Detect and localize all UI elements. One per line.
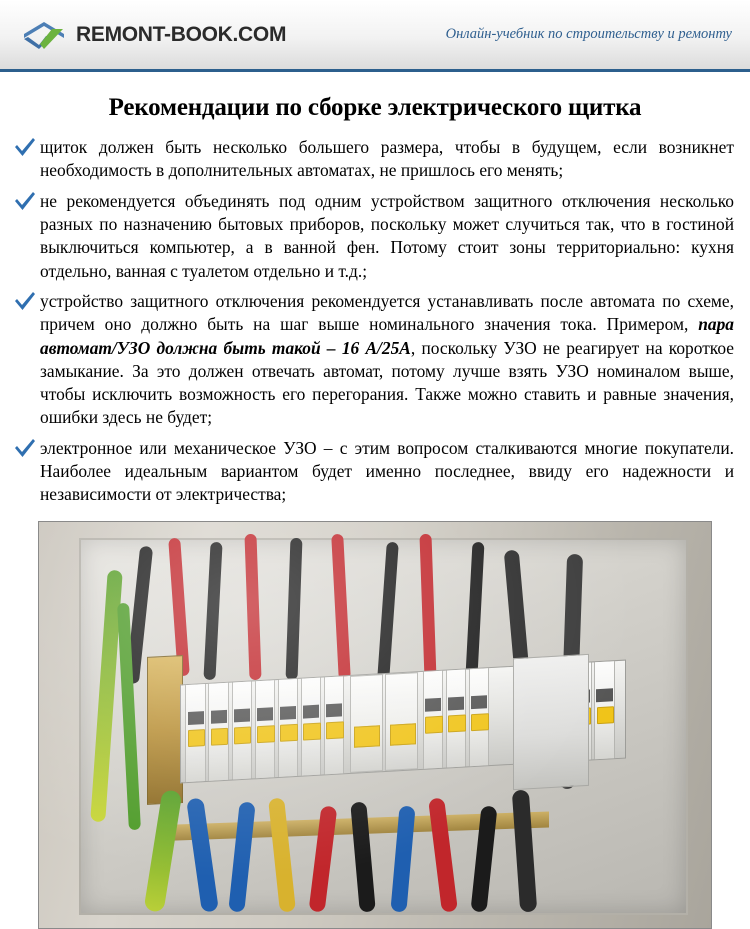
circuit-breaker — [186, 684, 206, 783]
brand-logo[interactable] — [22, 20, 286, 50]
rcd-device — [350, 674, 383, 773]
brand-name: REMONT-BOOK.COM — [76, 22, 287, 46]
circuit-breaker — [301, 677, 321, 776]
circuit-breaker — [469, 668, 489, 767]
site-header — [0, 0, 750, 72]
list-item — [14, 437, 734, 507]
circuit-breaker — [255, 680, 275, 779]
electrical-panel-photo — [39, 522, 711, 928]
checkmark-icon — [14, 292, 36, 312]
list-item — [14, 290, 734, 430]
article-photo — [38, 521, 712, 929]
circuit-breaker — [232, 681, 252, 780]
circuit-breaker — [423, 671, 443, 770]
list-item — [14, 136, 734, 183]
list-item — [14, 190, 734, 283]
circuit-breaker — [594, 661, 614, 760]
circuit-breaker — [278, 679, 298, 778]
list-item-text-part-2: , поскольку УЗО не реагирует на короткое замыкание. За это должен отвечать автомат, потому лучше взять УЗО номиналом выше, чтобы исключить возможность его перегорания. Также можно ставить и равные значения, ошибки здесь не будет; — [40, 337, 734, 428]
checkmark-icon — [14, 439, 36, 459]
checkmark-icon — [14, 138, 36, 158]
article-body — [0, 136, 750, 507]
site-tagline: Онлайн-учебник по строительству и ремонту — [445, 25, 732, 42]
modular-contactor — [513, 654, 589, 790]
checkmark-roof-logo-icon — [22, 20, 66, 50]
list-item-text: щиток должен быть несколько большего размера, чтобы в будущем, если возникнет необходимость в дополнительных автоматах, не пришлось его менять; — [40, 137, 734, 181]
list-item-text: не рекомендуется объединять под одним устройством защитного отключения несколько разных по назначению бытовых приборов, поскольку может случиться так, что в гостиной выключиться компьютер, а в ванной фен. Потому стоит зоны территориально: кухня отдельно, ванная с туалетом отдельно и т.д.; — [40, 190, 734, 281]
circuit-breaker — [324, 676, 344, 775]
list-item-text: электронное или механическое УЗО – с этим вопросом сталкиваются многие покупатели. Наиболее идеальным вариантом будет именно последнее, ввиду его надежности и независимости от электричества; — [40, 437, 734, 505]
page-title: Рекомендации по сборке электрического щитка — [108, 94, 642, 121]
list-item-emphasis: пара автомат/УЗО должна быть такой – 16 А/25А — [40, 314, 734, 358]
checkmark-icon — [14, 192, 36, 212]
circuit-breaker — [446, 669, 466, 768]
rcd-device — [385, 672, 418, 771]
list-item-text-part-1: устройство защитного отключения рекомендуется устанавливать после автомата по схеме, причем оно должно быть на шаг выше номинального значения тока. Примером, — [40, 290, 734, 335]
terminal-block-brass — [147, 655, 183, 805]
circuit-breaker — [209, 683, 229, 782]
